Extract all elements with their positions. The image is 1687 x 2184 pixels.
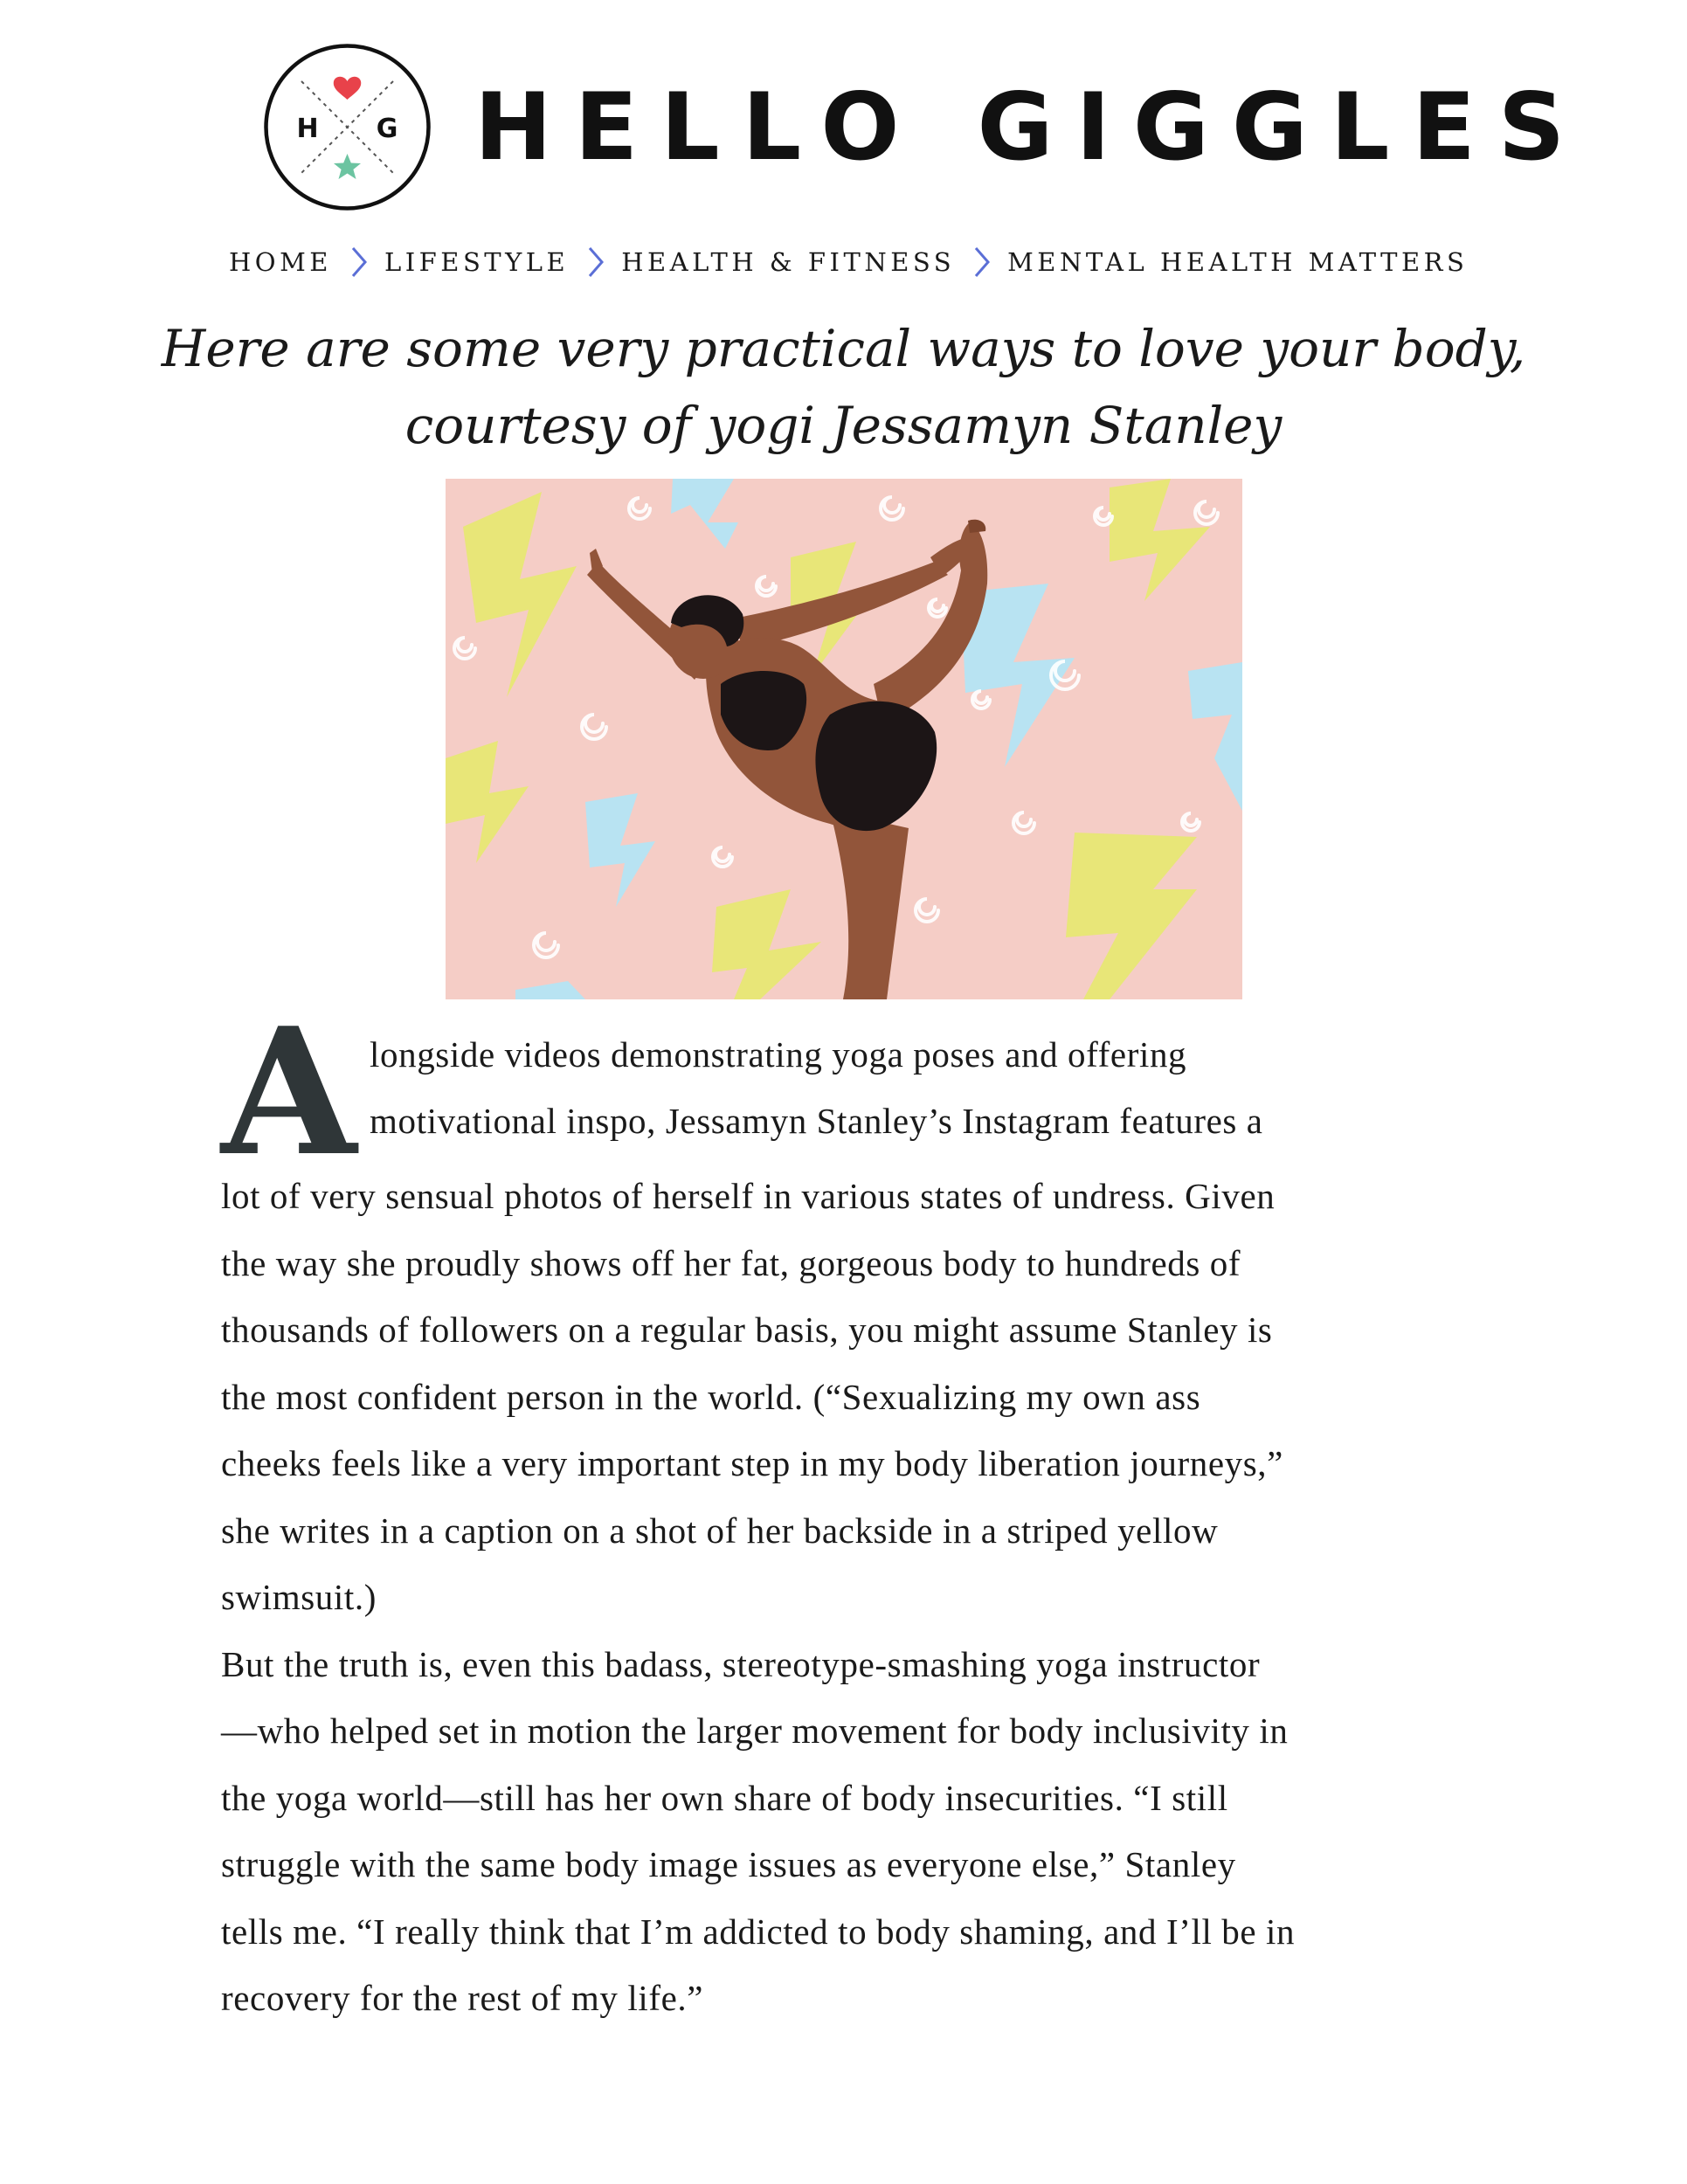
logo-mark-h: H <box>296 114 319 144</box>
paragraph-1-line: thousands of followers on a regular basis, you might assume Stanley is <box>221 1310 1273 1350</box>
breadcrumb-health-fitness[interactable]: HEALTH & FITNESS <box>621 247 956 277</box>
lead-line-2: motivational inspo, Jessamyn Stanley’s Instagram features a <box>370 1101 1263 1141</box>
paragraph-2-line: struggle with the same body image issues as everyone else,” Stanley <box>221 1844 1236 1884</box>
logo-wordmark: HELLO GIGGLES <box>474 73 1588 181</box>
drop-cap: A <box>221 990 357 1195</box>
paragraph-2-line: the yoga world—still has her own share of body insecurities. “I still <box>221 1777 1228 1818</box>
paragraph-2-line: recovery for the rest of my life.” <box>221 1978 704 2018</box>
paragraph-1-line: swimsuit.) <box>221 1577 377 1617</box>
article-lead <box>221 990 1470 1195</box>
paragraph-1-line: cheeks feels like a very important step in my body liberation journeys,” <box>221 1443 1283 1483</box>
paragraph-1-line: the way she proudly shows off her fat, gorgeous body to hundreds of <box>221 1242 1241 1283</box>
breadcrumb-mental-health-matters[interactable]: MENTAL HEALTH MATTERS <box>1007 247 1469 277</box>
site-logo[interactable] <box>262 42 1588 212</box>
article-title-line-1: Here are some very practical ways to love your body, <box>161 319 1526 378</box>
hero-illustration <box>446 479 1242 999</box>
chevron-right-icon <box>581 243 609 281</box>
paragraph-2-line: tells me. “I really think that I’m addicted to body shaming, and I’ll be in <box>221 1911 1296 1952</box>
paragraph-1-line: she writes in a caption on a shot of her backside in a striped yellow <box>221 1510 1219 1551</box>
article-title-line-2: courtesy of yogi Jessamyn Stanley <box>404 396 1283 455</box>
paragraph-2 <box>221 1631 1470 2032</box>
breadcrumb-home[interactable]: HOME <box>229 247 332 277</box>
yoga-pose-illustration <box>446 479 1242 999</box>
breadcrumb-lifestyle[interactable]: LIFESTYLE <box>384 247 570 277</box>
paragraph-2-line: —who helped set in motion the larger movement for body inclusivity in <box>221 1711 1289 1751</box>
breadcrumb <box>229 243 1469 281</box>
paragraph-1 <box>221 1163 1470 1631</box>
article-title <box>140 310 1547 464</box>
logo-badge-icon <box>262 42 432 212</box>
chevron-right-icon <box>967 243 995 281</box>
chevron-right-icon <box>344 243 372 281</box>
lead-line-1: longside videos demonstrating yoga poses and offering <box>370 1034 1187 1075</box>
article-body <box>221 990 1470 2032</box>
logo-mark-g: G <box>376 114 398 144</box>
paragraph-1-line: lot of very sensual photos of herself in various states of undress. Given <box>221 1176 1276 1216</box>
paragraph-1-line: the most confident person in the world. (“Sexualizing my own ass <box>221 1376 1201 1417</box>
paragraph-2-line: But the truth is, even this badass, stereotype-smashing yoga instructor <box>221 1643 1261 1684</box>
